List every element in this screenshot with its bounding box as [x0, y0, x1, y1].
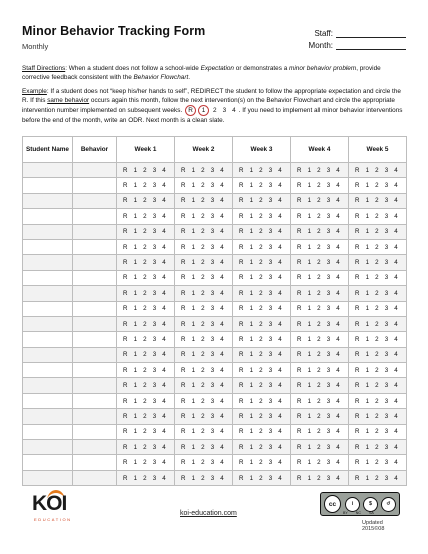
table-row: [23, 163, 407, 178]
week-1-cell[interactable]: R 1 2 3 4: [117, 470, 175, 485]
week-4-cell[interactable]: R 1 2 3 4: [291, 363, 349, 378]
week-2-cell[interactable]: R 1 2 3 4: [175, 440, 233, 455]
student-name-cell[interactable]: [23, 363, 73, 378]
behavior-cell[interactable]: [73, 393, 117, 408]
directions-minor-behavior: minor behavior problem: [289, 65, 357, 72]
behavior-cell[interactable]: [73, 178, 117, 193]
week-1-cell[interactable]: R 1 2 3 4: [117, 440, 175, 455]
week-3-cell[interactable]: R 1 2 3 4: [233, 316, 291, 331]
week-2-cell[interactable]: R 1 2 3 4: [175, 393, 233, 408]
week-5-cell[interactable]: R 1 2 3 4: [349, 224, 407, 239]
week-1-cell[interactable]: R 1 2 3 4: [117, 316, 175, 331]
week-2-cell[interactable]: R 1 2 3 4: [175, 316, 233, 331]
behavior-cell[interactable]: [73, 209, 117, 224]
example-label: Example: [22, 88, 47, 95]
week-1-cell[interactable]: R 1 2 3 4: [117, 455, 175, 470]
example-text-part: . If you need to implement all minor behavior interventions before the end of the month, write an ODR. Next month is a clean slate.: [22, 107, 403, 125]
behavior-cell[interactable]: [73, 239, 117, 254]
week-3-cell[interactable]: R 1 2 3 4: [233, 193, 291, 208]
week-5-cell[interactable]: R 1 2 3 4: [349, 424, 407, 439]
table-header-row: [23, 137, 407, 163]
header-week-3: Week 3: [233, 137, 291, 163]
week-5-cell[interactable]: R 1 2 3 4: [349, 440, 407, 455]
staff-field[interactable]: [314, 28, 406, 38]
week-4-cell[interactable]: R 1 2 3 4: [291, 347, 349, 362]
table-row: [23, 455, 407, 470]
week-5-cell[interactable]: R 1 2 3 4: [349, 393, 407, 408]
creative-commons-badge: [320, 492, 400, 516]
student-name-cell[interactable]: [23, 286, 73, 301]
week-1-cell[interactable]: R 1 2 3 4: [117, 286, 175, 301]
table-row: [23, 286, 407, 301]
table-row: [23, 178, 407, 193]
week-5-cell[interactable]: R 1 2 3 4: [349, 209, 407, 224]
week-1-cell[interactable]: R 1 2 3 4: [117, 378, 175, 393]
week-3-cell[interactable]: R 1 2 3 4: [233, 224, 291, 239]
form-title: Minor Behavior Tracking Form: [22, 24, 206, 38]
cc-icon: cc: [324, 495, 341, 513]
directions-text: : When a student does not follow a school-wide: [65, 65, 201, 72]
week-4-cell[interactable]: R 1 2 3 4: [291, 209, 349, 224]
example-text-part: occurs again this month, follow the next intervention(s) on the Behavior Flowchart and circle the appropriate intervention number implemented on subsequent weeks.: [22, 97, 395, 115]
week-4-cell[interactable]: R 1 2 3 4: [291, 224, 349, 239]
week-3-cell[interactable]: R 1 2 3 4: [233, 409, 291, 424]
week-4-cell[interactable]: R 1 2 3 4: [291, 455, 349, 470]
table-row: [23, 316, 407, 331]
week-4-cell[interactable]: R 1 2 3 4: [291, 424, 349, 439]
week-4-cell[interactable]: R 1 2 3 4: [291, 440, 349, 455]
table-row: [23, 409, 407, 424]
week-2-cell[interactable]: R 1 2 3 4: [175, 193, 233, 208]
header-student-name: Student Name: [23, 137, 73, 163]
week-3-cell[interactable]: R 1 2 3 4: [233, 347, 291, 362]
week-4-cell[interactable]: R 1 2 3 4: [291, 316, 349, 331]
week-3-cell[interactable]: R 1 2 3 4: [233, 363, 291, 378]
week-4-cell[interactable]: R 1 2 3 4: [291, 409, 349, 424]
circled-1: 1: [198, 105, 209, 116]
week-2-cell[interactable]: R 1 2 3 4: [175, 332, 233, 347]
week-5-cell[interactable]: R 1 2 3 4: [349, 178, 407, 193]
week-5-cell[interactable]: R 1 2 3 4: [349, 193, 407, 208]
behavior-cell[interactable]: [73, 332, 117, 347]
example-text-part: : If a student does not “keep his/her hands to self”, REDIRECT the student to follow the appropriate expectation and circle the R. If this: [22, 88, 401, 105]
week-4-cell[interactable]: R 1 2 3 4: [291, 301, 349, 316]
week-2-cell[interactable]: R 1 2 3 4: [175, 301, 233, 316]
week-1-cell[interactable]: R 1 2 3 4: [117, 332, 175, 347]
week-2-cell[interactable]: R 1 2 3 4: [175, 409, 233, 424]
behavior-cell[interactable]: [73, 286, 117, 301]
directions-label: Staff Directions: [22, 65, 66, 72]
table-row: [23, 301, 407, 316]
form-subtitle: Monthly: [22, 42, 49, 51]
table-row: [23, 393, 407, 408]
koi-logo: [32, 492, 92, 524]
student-name-cell[interactable]: [23, 347, 73, 362]
student-name-cell[interactable]: [23, 255, 73, 270]
directions-text: or demonstrates a: [233, 65, 290, 72]
week-2-cell[interactable]: R 1 2 3 4: [175, 424, 233, 439]
behavior-cell[interactable]: [73, 363, 117, 378]
week-1-cell[interactable]: R 1 2 3 4: [117, 363, 175, 378]
week-5-cell[interactable]: R 1 2 3 4: [349, 163, 407, 178]
behavior-cell[interactable]: [73, 440, 117, 455]
table-row: [23, 378, 407, 393]
week-5-cell[interactable]: R 1 2 3 4: [349, 316, 407, 331]
week-2-cell[interactable]: R 1 2 3 4: [175, 455, 233, 470]
table-row: [23, 363, 407, 378]
directions-flowchart: Behavior Flowchart: [133, 74, 189, 82]
table-row: [23, 209, 407, 224]
directions-text: .: [188, 74, 191, 82]
student-name-cell[interactable]: [23, 378, 73, 393]
week-1-cell[interactable]: R 1 2 3 4: [117, 347, 175, 362]
week-2-cell[interactable]: R 1 2 3 4: [175, 239, 233, 254]
week-3-cell[interactable]: R 1 2 3 4: [233, 470, 291, 485]
table-row: [23, 440, 407, 455]
week-4-cell[interactable]: R 1 2 3 4: [291, 332, 349, 347]
month-line[interactable]: [336, 40, 406, 50]
week-1-cell[interactable]: R 1 2 3 4: [117, 424, 175, 439]
week-3-cell[interactable]: R 1 2 3 4: [233, 424, 291, 439]
week-3-cell[interactable]: R 1 2 3 4: [233, 332, 291, 347]
behavior-cell[interactable]: [73, 270, 117, 285]
staff-label: Staff:: [314, 29, 333, 38]
table-row: [23, 193, 407, 208]
header-week-4: Week 4: [291, 137, 349, 163]
week-2-cell[interactable]: R 1 2 3 4: [175, 163, 233, 178]
table-row: [23, 332, 407, 347]
noncommercial-icon: $: [363, 497, 378, 512]
week-3-cell[interactable]: R 1 2 3 4: [233, 239, 291, 254]
logo-subtext: EDUCATION: [34, 517, 72, 522]
student-name-cell[interactable]: [23, 316, 73, 331]
header-week-5: Week 5: [349, 137, 407, 163]
student-name-cell[interactable]: [23, 393, 73, 408]
cc-labels: [343, 511, 382, 515]
attribution-icon: i: [345, 497, 360, 512]
week-5-cell[interactable]: R 1 2 3 4: [349, 270, 407, 285]
sharealike-icon: ↺: [381, 497, 396, 512]
week-5-cell[interactable]: R 1 2 3 4: [349, 409, 407, 424]
student-name-cell[interactable]: [23, 440, 73, 455]
circled-r: R: [185, 105, 196, 116]
week-3-cell[interactable]: R 1 2 3 4: [233, 455, 291, 470]
student-name-cell[interactable]: [23, 224, 73, 239]
student-name-cell[interactable]: [23, 209, 73, 224]
student-name-cell[interactable]: [23, 301, 73, 316]
week-1-cell[interactable]: R 1 2 3 4: [117, 393, 175, 408]
week-2-cell[interactable]: R 1 2 3 4: [175, 378, 233, 393]
number-2: 2: [213, 107, 217, 115]
behavior-cell[interactable]: [73, 378, 117, 393]
week-3-cell[interactable]: R 1 2 3 4: [233, 255, 291, 270]
cc-label-nc: NC: [355, 511, 361, 515]
week-5-cell[interactable]: R 1 2 3 4: [349, 255, 407, 270]
student-name-cell[interactable]: [23, 239, 73, 254]
week-2-cell[interactable]: R 1 2 3 4: [175, 255, 233, 270]
week-2-cell[interactable]: R 1 2 3 4: [175, 286, 233, 301]
week-5-cell[interactable]: R 1 2 3 4: [349, 470, 407, 485]
table-row: [23, 255, 407, 270]
week-1-cell[interactable]: R 1 2 3 4: [117, 163, 175, 178]
week-1-cell[interactable]: R 1 2 3 4: [117, 255, 175, 270]
student-name-cell[interactable]: [23, 178, 73, 193]
week-4-cell[interactable]: R 1 2 3 4: [291, 178, 349, 193]
week-3-cell[interactable]: R 1 2 3 4: [233, 163, 291, 178]
week-2-cell[interactable]: R 1 2 3 4: [175, 224, 233, 239]
behavior-cell[interactable]: [73, 163, 117, 178]
week-1-cell[interactable]: R 1 2 3 4: [117, 270, 175, 285]
student-name-cell[interactable]: [23, 270, 73, 285]
student-name-cell[interactable]: [23, 193, 73, 208]
behavior-cell[interactable]: [73, 193, 117, 208]
week-1-cell[interactable]: R 1 2 3 4: [117, 224, 175, 239]
directions-expectation: Expectation: [200, 65, 234, 72]
week-4-cell[interactable]: R 1 2 3 4: [291, 163, 349, 178]
week-1-cell[interactable]: R 1 2 3 4: [117, 209, 175, 224]
header-behavior: Behavior: [73, 137, 117, 163]
week-1-cell[interactable]: R 1 2 3 4: [117, 193, 175, 208]
week-4-cell[interactable]: R 1 2 3 4: [291, 470, 349, 485]
week-5-cell[interactable]: R 1 2 3 4: [349, 455, 407, 470]
week-1-cell[interactable]: R 1 2 3 4: [117, 239, 175, 254]
cc-label-sa: SA: [369, 511, 374, 515]
week-4-cell[interactable]: R 1 2 3 4: [291, 286, 349, 301]
week-5-cell[interactable]: R 1 2 3 4: [349, 239, 407, 254]
header-week-2: Week 2: [175, 137, 233, 163]
table-row: [23, 270, 407, 285]
staff-line[interactable]: [336, 28, 406, 38]
table-row: [23, 424, 407, 439]
header-week-1: Week 1: [117, 137, 175, 163]
month-field[interactable]: [309, 40, 406, 50]
behavior-cell[interactable]: [73, 470, 117, 485]
behavior-cell[interactable]: [73, 255, 117, 270]
week-5-cell[interactable]: R 1 2 3 4: [349, 332, 407, 347]
table-row: [23, 347, 407, 362]
updated-date: Updated 2015©08: [362, 520, 385, 532]
behavior-cell[interactable]: [73, 301, 117, 316]
week-5-cell[interactable]: R 1 2 3 4: [349, 347, 407, 362]
behavior-cell[interactable]: [73, 224, 117, 239]
cc-label-by: BY: [343, 511, 348, 515]
student-name-cell[interactable]: [23, 424, 73, 439]
week-4-cell[interactable]: R 1 2 3 4: [291, 378, 349, 393]
behavior-cell[interactable]: [73, 424, 117, 439]
number-4: 4: [232, 107, 236, 115]
week-3-cell[interactable]: R 1 2 3 4: [233, 393, 291, 408]
week-4-cell[interactable]: R 1 2 3 4: [291, 393, 349, 408]
week-5-cell[interactable]: R 1 2 3 4: [349, 363, 407, 378]
form-header: [22, 24, 406, 56]
week-3-cell[interactable]: R 1 2 3 4: [233, 440, 291, 455]
staff-directions: [22, 64, 406, 82]
student-name-cell[interactable]: [23, 409, 73, 424]
week-4-cell[interactable]: R 1 2 3 4: [291, 270, 349, 285]
website-link[interactable]: koi-education.com: [180, 510, 237, 517]
week-3-cell[interactable]: R 1 2 3 4: [233, 209, 291, 224]
week-3-cell[interactable]: R 1 2 3 4: [233, 270, 291, 285]
number-3: 3: [222, 107, 227, 115]
directions-text: , provide corrective feedback consistent with the: [22, 65, 381, 82]
week-4-cell[interactable]: R 1 2 3 4: [291, 239, 349, 254]
tracking-table: [22, 136, 407, 486]
week-3-cell[interactable]: R 1 2 3 4: [233, 378, 291, 393]
page-footer: [22, 490, 406, 530]
week-4-cell[interactable]: R 1 2 3 4: [291, 255, 349, 270]
table-row: [23, 239, 407, 254]
logo-text: KOI: [32, 492, 67, 515]
week-2-cell[interactable]: R 1 2 3 4: [175, 270, 233, 285]
week-2-cell[interactable]: R 1 2 3 4: [175, 363, 233, 378]
week-5-cell[interactable]: R 1 2 3 4: [349, 301, 407, 316]
student-name-cell[interactable]: [23, 163, 73, 178]
week-1-cell[interactable]: R 1 2 3 4: [117, 301, 175, 316]
table-row: [23, 470, 407, 485]
week-1-cell[interactable]: R 1 2 3 4: [117, 409, 175, 424]
week-5-cell[interactable]: R 1 2 3 4: [349, 378, 407, 393]
table-row: [23, 224, 407, 239]
week-3-cell[interactable]: R 1 2 3 4: [233, 286, 291, 301]
example-text: [22, 87, 406, 126]
week-2-cell[interactable]: R 1 2 3 4: [175, 178, 233, 193]
behavior-cell[interactable]: [73, 409, 117, 424]
week-3-cell[interactable]: R 1 2 3 4: [233, 178, 291, 193]
week-2-cell[interactable]: R 1 2 3 4: [175, 347, 233, 362]
student-name-cell[interactable]: [23, 455, 73, 470]
week-4-cell[interactable]: R 1 2 3 4: [291, 193, 349, 208]
behavior-cell[interactable]: [73, 316, 117, 331]
behavior-cell[interactable]: [73, 455, 117, 470]
week-2-cell[interactable]: R 1 2 3 4: [175, 209, 233, 224]
week-2-cell[interactable]: R 1 2 3 4: [175, 470, 233, 485]
month-label: Month:: [308, 41, 333, 50]
example-same-behavior: same behavior: [47, 97, 90, 105]
behavior-cell[interactable]: [73, 347, 117, 362]
week-3-cell[interactable]: R 1 2 3 4: [233, 301, 291, 316]
student-name-cell[interactable]: [23, 470, 73, 485]
student-name-cell[interactable]: [23, 332, 73, 347]
week-1-cell[interactable]: R 1 2 3 4: [117, 178, 175, 193]
week-5-cell[interactable]: R 1 2 3 4: [349, 286, 407, 301]
